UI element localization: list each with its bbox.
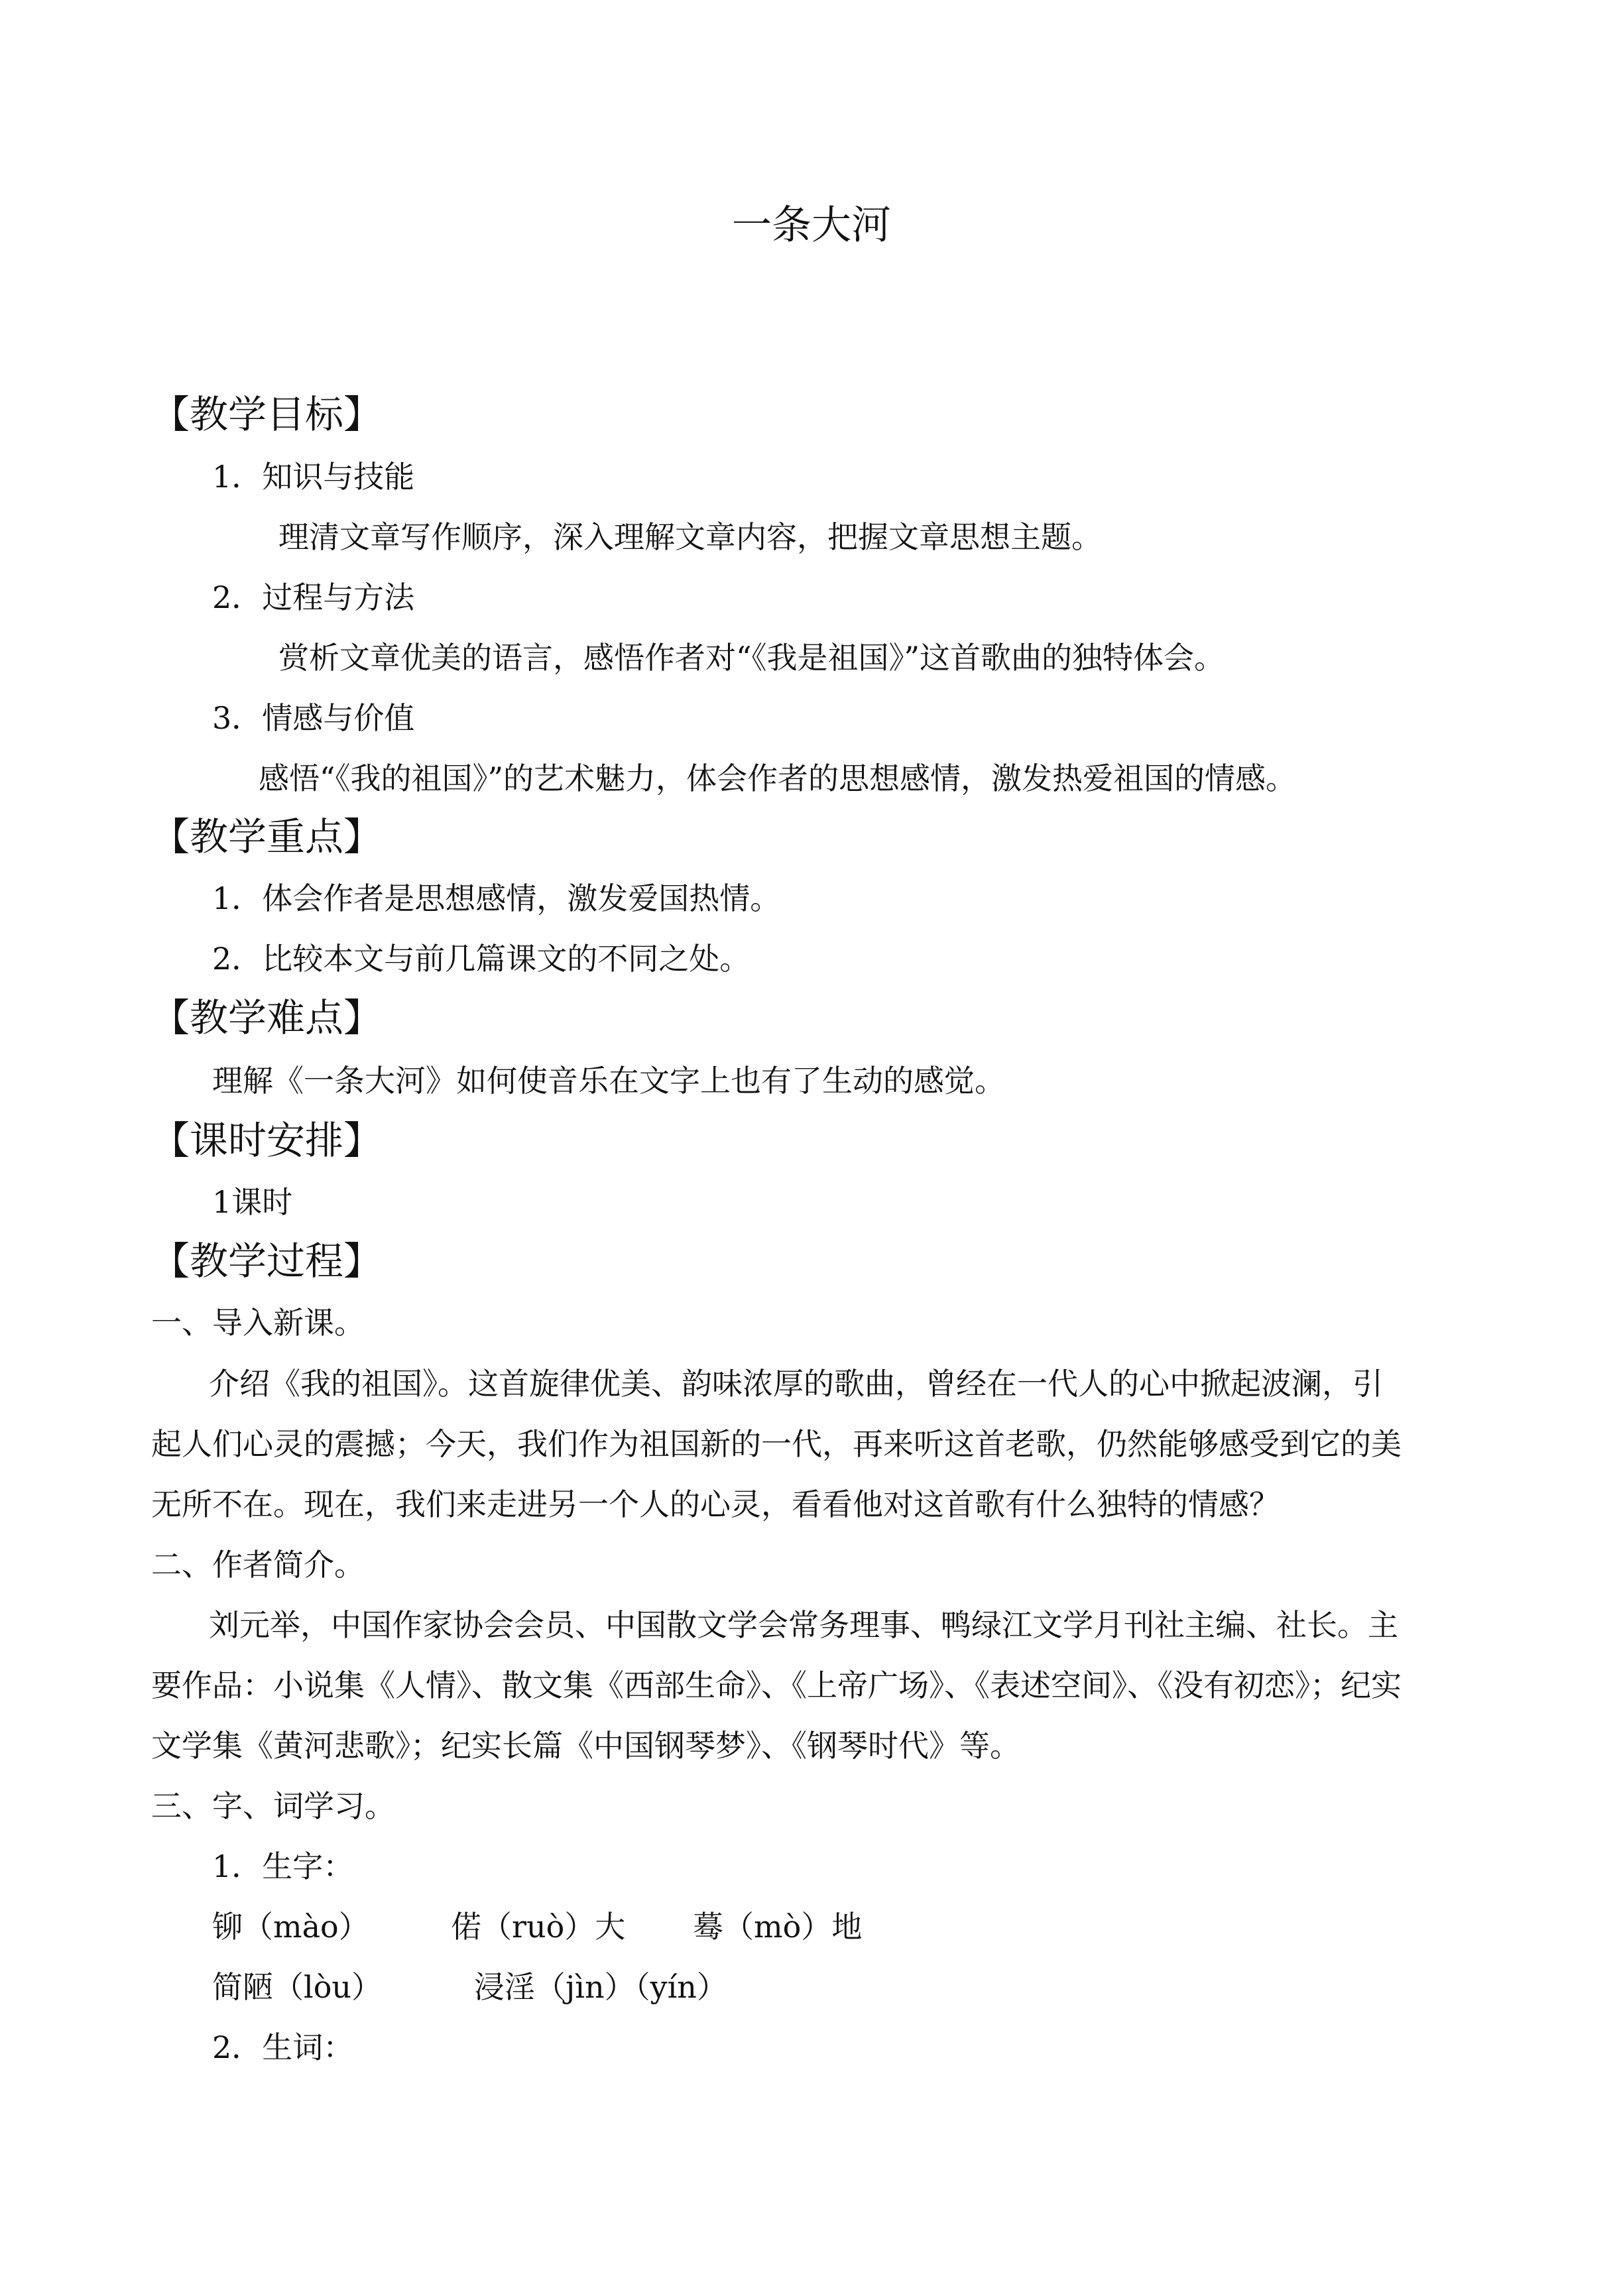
character-entry: 浸淫（jìn）（yín） (474, 1969, 727, 2005)
key-point-2: 2．比较本文与前几篇课文的不同之处。 (212, 941, 751, 977)
section-3-sub-1: 1．生字： (212, 1848, 354, 1884)
character-entry: 偌（ruò）大 (451, 1909, 626, 1945)
section-3-sub-2: 2．生词： (212, 2029, 354, 2065)
heading-key-points: 【教学重点】 (151, 814, 383, 859)
section-3-title: 三、字、词学习。 (151, 1788, 395, 1824)
schedule-text: 1课时 (212, 1184, 293, 1220)
character-entry: 铆（mào） (212, 1909, 369, 1945)
heading-objectives: 【教学目标】 (151, 392, 383, 437)
new-characters-row-2 (212, 1964, 727, 2010)
heading-schedule: 【课时安排】 (151, 1118, 383, 1163)
character-entry: 蓦（mò）地 (693, 1909, 863, 1945)
objective-text-2: 赏析文章优美的语言，感悟作者对“《我是祖国》”这首歌曲的独特体会。 (278, 640, 1225, 676)
difficulty-text: 理解《一条大河》如何使音乐在文字上也有了生动的感觉。 (212, 1063, 1005, 1099)
new-characters-row-1 (212, 1903, 862, 1950)
section-2-line-3: 文学集《黄河悲歌》；纪实长篇《中国钢琴梦》、《钢琴时代》等。 (151, 1728, 1020, 1764)
objective-label-3: 3．情感与价值 (212, 700, 415, 736)
objective-label-2: 2．过程与方法 (212, 579, 415, 615)
objective-label-1: 1．知识与技能 (212, 459, 415, 495)
section-1-line-3: 无所不在。现在，我们来走进另一个人的心灵，看看他对这首歌有什么独特的情感？ (151, 1486, 1280, 1522)
heading-process: 【教学过程】 (151, 1239, 383, 1284)
objective-text-3: 感悟“《我的祖国》”的艺术魅力，体会作者的思想感情，激发热爱祖国的情感。 (259, 760, 1297, 796)
section-2-line-2: 要作品：小说集《人情》、散文集《西部生命》、《上帝广场》、《表述空间》、《没有初恋》；纪实 (151, 1667, 1402, 1703)
heading-difficulties: 【教学难点】 (151, 995, 383, 1040)
section-2-line-1: 刘元举，中国作家协会会员、中国散文学会常务理事、鸭绿江文学月刊社主编、社长。主 (209, 1607, 1398, 1643)
section-2-title: 二、作者简介。 (151, 1547, 365, 1583)
section-1-title: 一、导入新课。 (151, 1305, 365, 1341)
key-point-1: 1．体会作者是思想感情，激发爱国热情。 (212, 880, 781, 916)
section-1-line-1: 介绍《我的祖国》。这首旋律优美、韵味浓厚的歌曲，曾经在一代人的心中掀起波澜，引 (209, 1366, 1383, 1402)
objective-text-1: 理清文章写作顺序，深入理解文章内容，把握文章思想主题。 (278, 519, 1102, 555)
section-1-line-2: 起人们心灵的震撼；今天，我们作为祖国新的一代，再来听这首老歌，仍然能够感受到它的美 (151, 1426, 1402, 1462)
character-entry: 简陋（lòu） (212, 1969, 383, 2005)
document-title: 一条大河 (732, 202, 891, 249)
